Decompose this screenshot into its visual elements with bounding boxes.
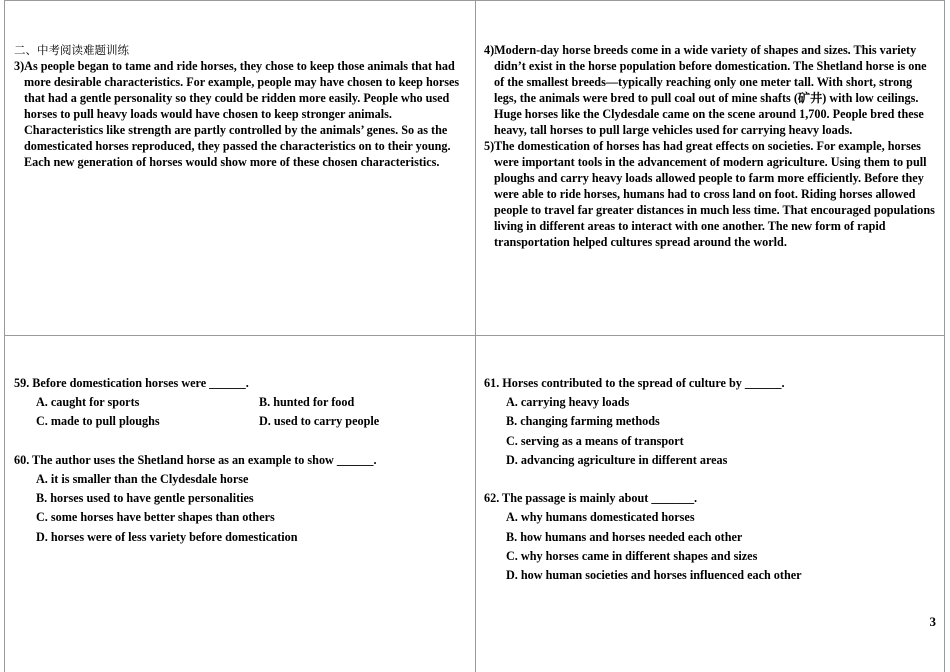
option-d[interactable]: D. advancing agriculture in different areas: [506, 452, 728, 467]
option-a[interactable]: A. why humans domesticated horses: [506, 510, 695, 525]
option-b[interactable]: B. hunted for food: [259, 395, 355, 410]
option-a[interactable]: A. it is smaller than the Clydesdale horse: [36, 471, 249, 486]
question-61: [484, 374, 936, 470]
paragraph-5: 5)The domestication of horses has had great effects on societies. For example, horses were important tools in the advancement of modern agriculture. Using them to pull ploughs and carry heavy loads allowed people to farm more efficiently. Before they were able to ride horses, humans had to cross land on foot. Riding horses allowed people to travel far greater distances in much less time. That encouraged populations living in different areas to interact with one another. The new form of rapid transportation helped cultures spread around the world.: [484, 139, 935, 249]
paragraph-4: 4)Modern-day horse breeds come in a wide variety of shapes and sizes. This variety didn’t exist in the horse population before domestication. The Shetland horse is one of the smallest breeds—typically reaching only one meter tall. With short, strong legs, the animals were bred to pull coal out of mine shafts (矿井) with low ceilings. Huge horses like the Clydesdale came on the scene around 1,700. People bred these heavy, tall horses to pull large vehicles used for carrying heavy loads.: [484, 43, 927, 137]
option-a[interactable]: A. caught for sports: [36, 395, 140, 410]
options-row: [14, 393, 469, 412]
passage-panel-right: [484, 42, 936, 250]
options-row: [14, 412, 469, 431]
left-border: [4, 0, 5, 672]
questions-panel-right: [484, 374, 936, 585]
option-c[interactable]: C. serving as a means of transport: [506, 433, 684, 448]
option-b[interactable]: B. horses used to have gentle personalities: [36, 491, 254, 506]
option-b[interactable]: B. how humans and horses needed each other: [506, 529, 743, 544]
option-c[interactable]: C. made to pull ploughs: [36, 414, 160, 429]
passage-panel-left: [14, 42, 470, 170]
section-title: 二、中考阅读难题训练: [14, 43, 129, 57]
option-d[interactable]: D. how human societies and horses influenced each other: [506, 567, 802, 582]
option-d[interactable]: D. used to carry people: [259, 414, 380, 429]
option-a[interactable]: A. carrying heavy loads: [506, 395, 630, 410]
option-b[interactable]: B. changing farming methods: [506, 414, 660, 429]
question-60: [14, 451, 469, 547]
middle-divider: [4, 335, 945, 336]
option-d[interactable]: D. horses were of less variety before domestication: [36, 529, 298, 544]
right-border: [944, 0, 945, 672]
option-c[interactable]: C. some horses have better shapes than others: [36, 510, 275, 525]
option-c[interactable]: C. why horses came in different shapes and sizes: [506, 548, 758, 563]
top-border: [4, 0, 945, 1]
question-stem: 61. Horses contributed to the spread of culture by ______.: [484, 376, 785, 390]
page-number: 3: [929, 614, 936, 629]
question-stem: 60. The author uses the Shetland horse as an example to show ______.: [14, 452, 377, 467]
paragraph-3: 3)As people began to tame and ride horses, they chose to keep those animals that had more desirable characteristics. For example, people may have chosen to keep horses that had a gentle personality so they could be ridden more easily. People who used horses to pull heavy loads would have chosen to keep stronger animals. Characteristics like strength are partly controlled by the animals’ genes. So as the domesticated horses reproduced, they passed the characteristics on to their young. Each new generation of horses would show more of these chosen characteristics.: [14, 59, 460, 169]
question-stem: 59. Before domestication horses were ______.: [14, 376, 249, 390]
question-59: [14, 374, 469, 432]
question-stem: 62. The passage is mainly about _______.: [484, 491, 698, 506]
questions-panel-left: [14, 374, 469, 547]
question-62: [484, 489, 936, 585]
center-divider: [475, 0, 476, 672]
